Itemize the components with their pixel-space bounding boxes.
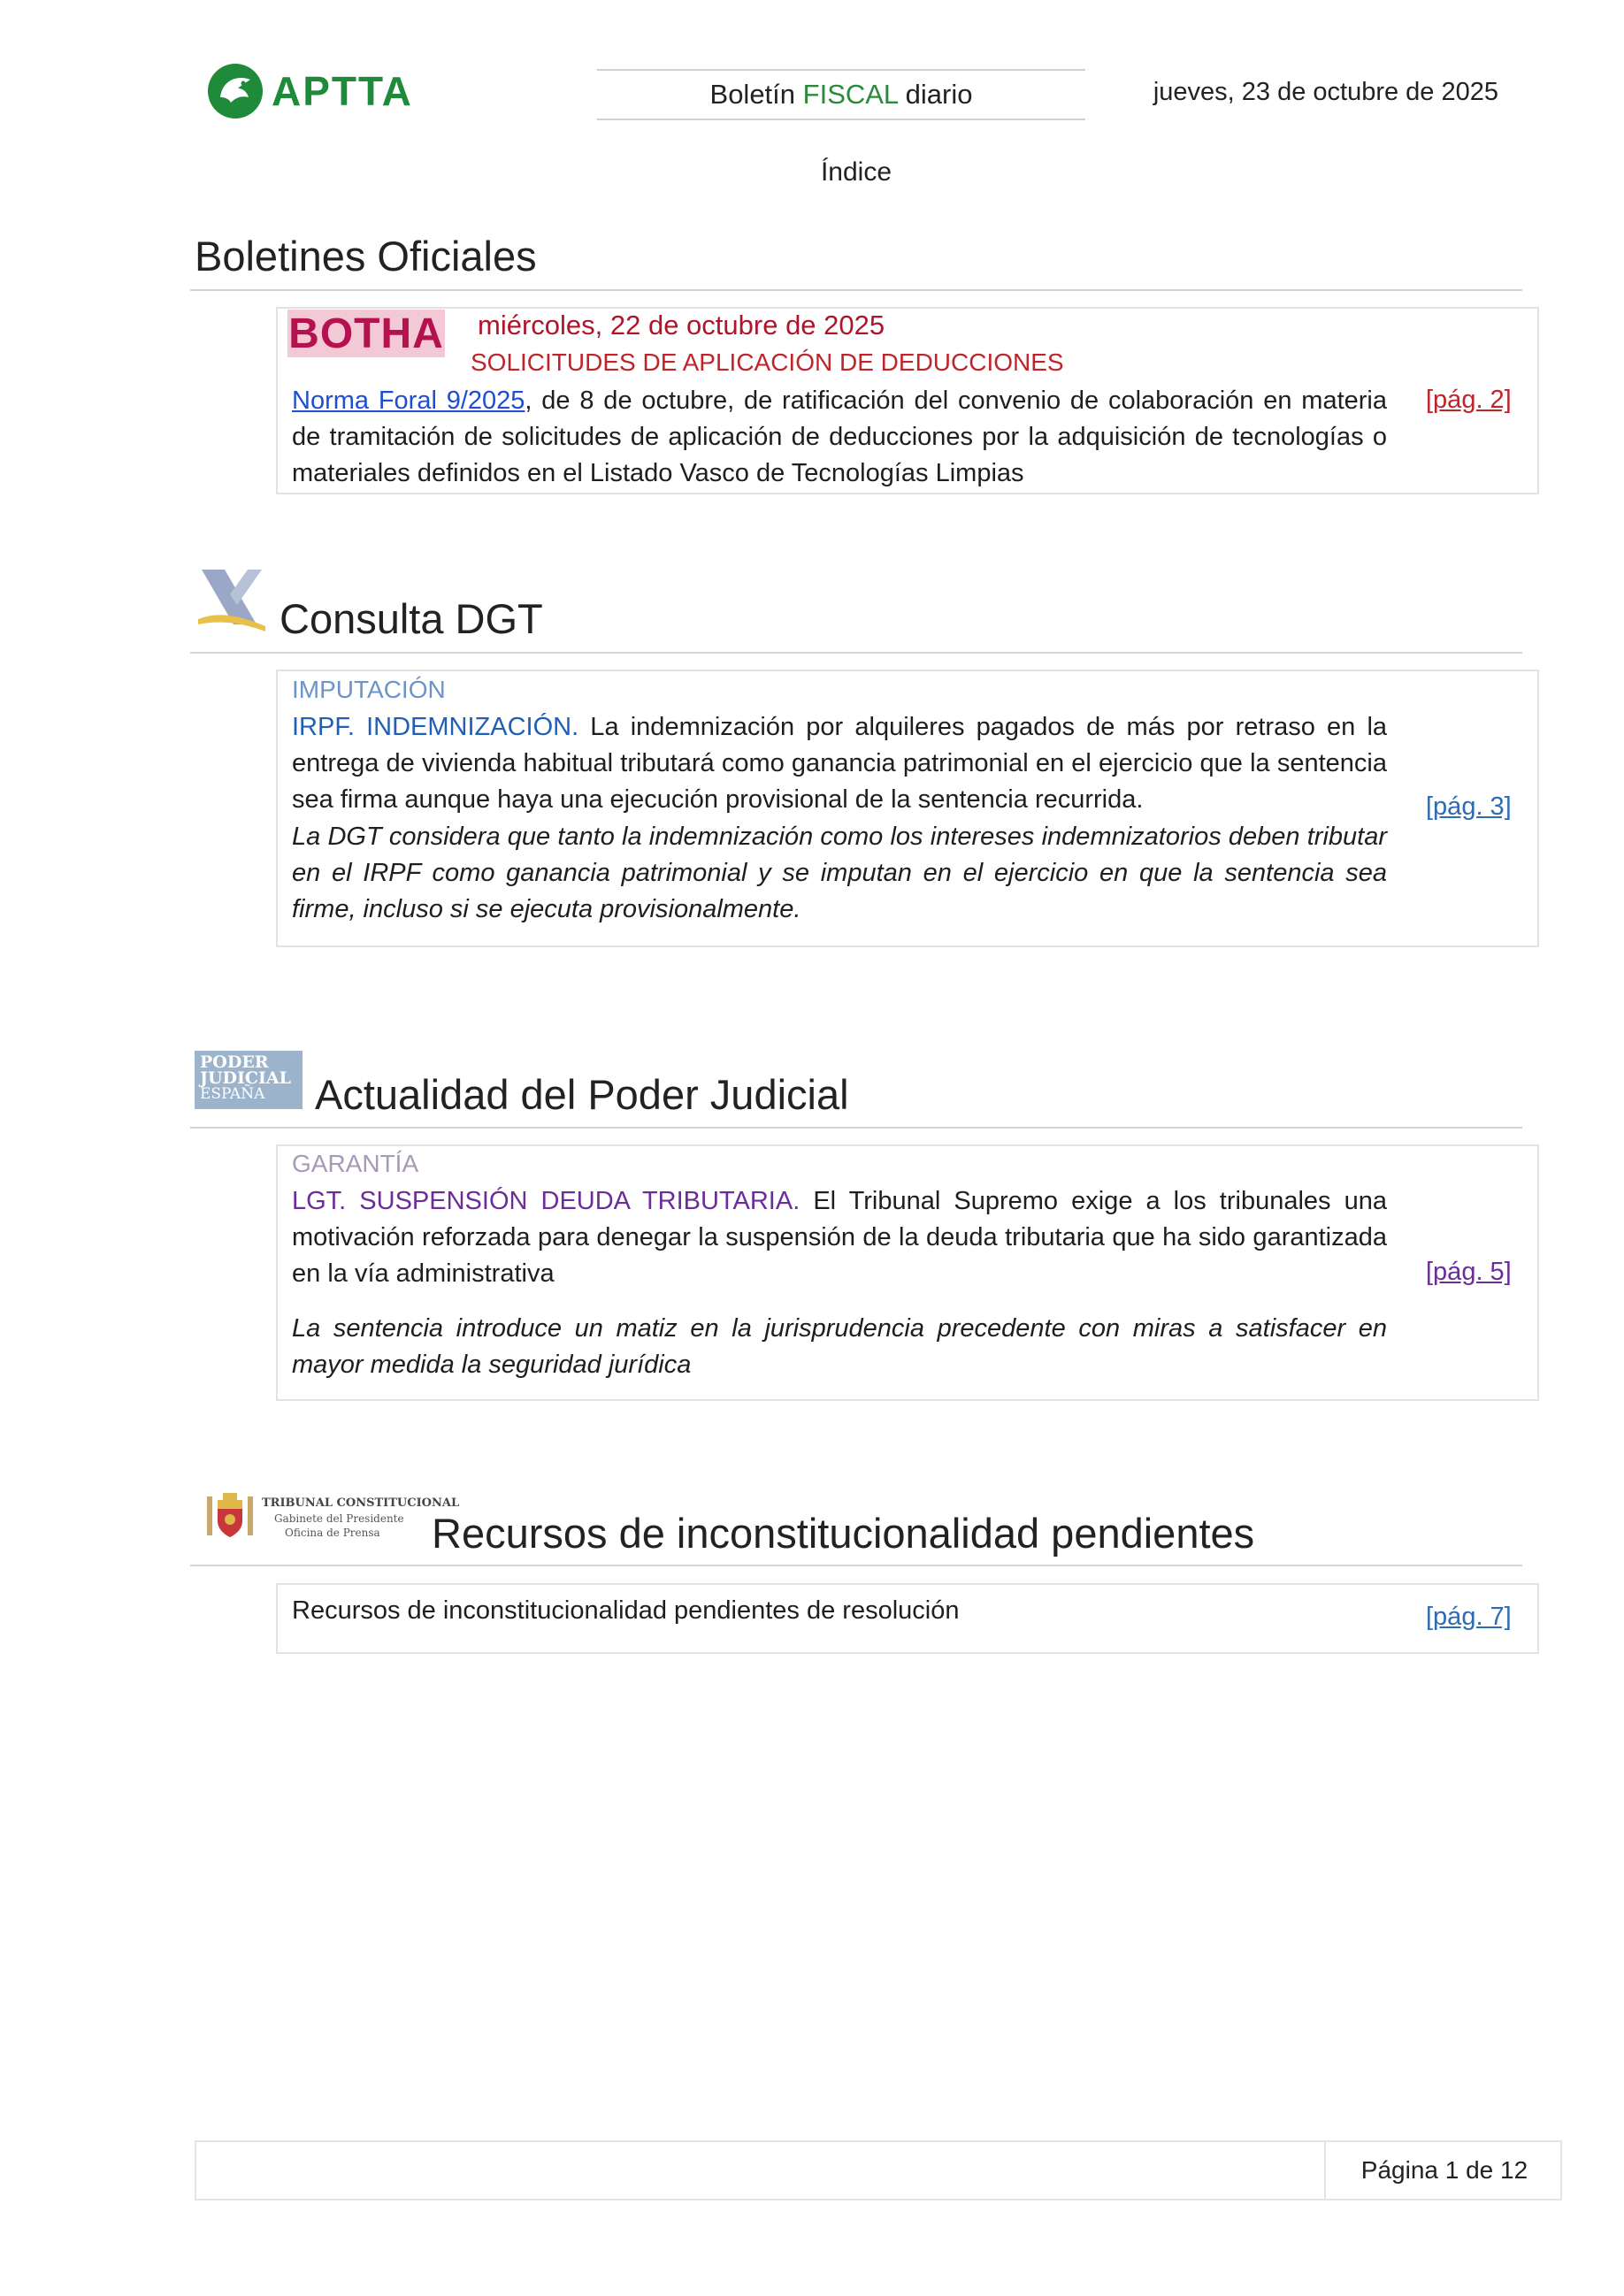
dgt-italic-summary: La DGT considera que tanto la indemnización como los intereses indemnizatorios deben tributar en el IRPF como ganancia patrimonial y se imputan en el ejercicio en que la sentencia sea firme, incluso si se ejecuta provisionalmente. bbox=[292, 823, 1387, 923]
bulletin-accent: FISCAL bbox=[802, 79, 899, 110]
dgt-headline: IRPF. INDEMNIZACIÓN. bbox=[292, 713, 579, 741]
page-number: Página 1 de 12 bbox=[1360, 2156, 1528, 2184]
boletines-entry-text bbox=[292, 383, 1387, 492]
judicial-italic-summary: La sentencia introduce un matiz en la jurisprudencia precedente con miras a satisfacer en mayor medida la seguridad jurídica bbox=[292, 1314, 1387, 1379]
tribunal-logo-line: Gabinete del Presidente bbox=[274, 1512, 404, 1525]
poder-judicial-logo bbox=[195, 1051, 303, 1109]
footer-divider bbox=[1324, 2140, 1326, 2200]
section-divider bbox=[190, 1565, 1522, 1566]
aptta-logo bbox=[206, 60, 454, 122]
aptta-emblem-icon bbox=[206, 62, 264, 120]
botha-logo bbox=[287, 310, 445, 357]
norma-foral-link[interactable]: Norma Foral 9/2025 bbox=[292, 386, 525, 415]
judicial-category: GARANTÍA bbox=[292, 1150, 419, 1177]
botha-subtitle: SOLICITUDES DE APLICACIÓN DE DEDUCCIONES bbox=[471, 348, 1064, 376]
section-divider bbox=[190, 1127, 1522, 1129]
bulletin-prefix: Boletín bbox=[709, 79, 803, 110]
coat-of-arms-icon bbox=[203, 1491, 257, 1542]
recursos-page-link[interactable] bbox=[1426, 1603, 1512, 1632]
section-title-recursos: Recursos de inconstitucionalidad pendientes bbox=[432, 1510, 1255, 1557]
dgt-entry-text bbox=[292, 709, 1387, 818]
recursos-entry-text: Recursos de inconstitucionalidad pendientes de resolución bbox=[292, 1596, 960, 1625]
tribunal-logo-line: TRIBUNAL CONSTITUCIONAL bbox=[262, 1496, 460, 1510]
judicial-headline: LGT. SUSPENSIÓN DEUDA TRIBUTARIA. bbox=[292, 1187, 801, 1215]
section-title-judicial: Actualidad del Poder Judicial bbox=[315, 1071, 849, 1118]
dgt-page-ref[interactable]: [pág. 3] bbox=[1426, 792, 1512, 821]
judicial-entry-body: El Tribunal Supremo exige a los tribunales una motivación reforzada para denegar la suspensión de la deuda tributaria que ha sido garantizada en la vía administrativa bbox=[292, 1187, 1387, 1288]
judicial-page-ref[interactable]: [pág. 5] bbox=[1426, 1258, 1512, 1286]
aptta-logo-text: APTTA bbox=[272, 68, 413, 114]
section-title-dgt: Consulta DGT bbox=[280, 595, 543, 642]
dgt-category: IMPUTACIÓN bbox=[292, 676, 446, 703]
poder-judicial-logo-line: ESPAÑA bbox=[200, 1085, 265, 1103]
index-title: Índice bbox=[820, 157, 892, 187]
dgt-page-link[interactable] bbox=[1426, 792, 1512, 822]
section-divider bbox=[190, 289, 1522, 291]
boletines-page-link[interactable] bbox=[1426, 386, 1512, 415]
boletines-entry-body: , de 8 de octubre, de ratificación del convenio de colaboración en materia de tramitación de solicitudes de aplicación de deducciones por la adquisición de tecnologías o materiales definidos en el Listado Vasco de Tecnologías Limpias bbox=[292, 386, 1387, 487]
judicial-entry-text bbox=[292, 1183, 1387, 1292]
recursos-page-ref[interactable]: [pág. 7] bbox=[1426, 1603, 1512, 1631]
tribunal-logo-line: Oficina de Prensa bbox=[285, 1527, 380, 1539]
section-divider bbox=[190, 652, 1522, 654]
poder-judicial-logo-line: JUDICIAL bbox=[200, 1068, 292, 1088]
dgt-entry-body: La indemnización por alquileres pagados de más por retraso en la entrega de vivienda habitual tributará como ganancia patrimonial en el ejercicio que la sentencia sea firma aunque haya una ejecución provisional de la sentencia recurrida. bbox=[292, 713, 1388, 814]
section-title-boletines: Boletines Oficiales bbox=[195, 233, 537, 279]
bulletin-suffix: diario bbox=[898, 79, 973, 110]
poder-judicial-logo-line: PODER bbox=[200, 1052, 269, 1072]
judicial-page-link[interactable] bbox=[1426, 1258, 1512, 1287]
bulletin-title bbox=[597, 69, 1085, 120]
botha-date: miércoles, 22 de octubre de 2025 bbox=[478, 310, 885, 341]
boletines-page-ref[interactable]: [pág. 2] bbox=[1426, 386, 1512, 414]
header-date: jueves, 23 de octubre de 2025 bbox=[1153, 78, 1498, 106]
botha-logo-text: BOTHA bbox=[288, 310, 444, 357]
tribunal-constitucional-logo bbox=[203, 1488, 460, 1544]
aeat-logo-icon bbox=[195, 566, 269, 635]
